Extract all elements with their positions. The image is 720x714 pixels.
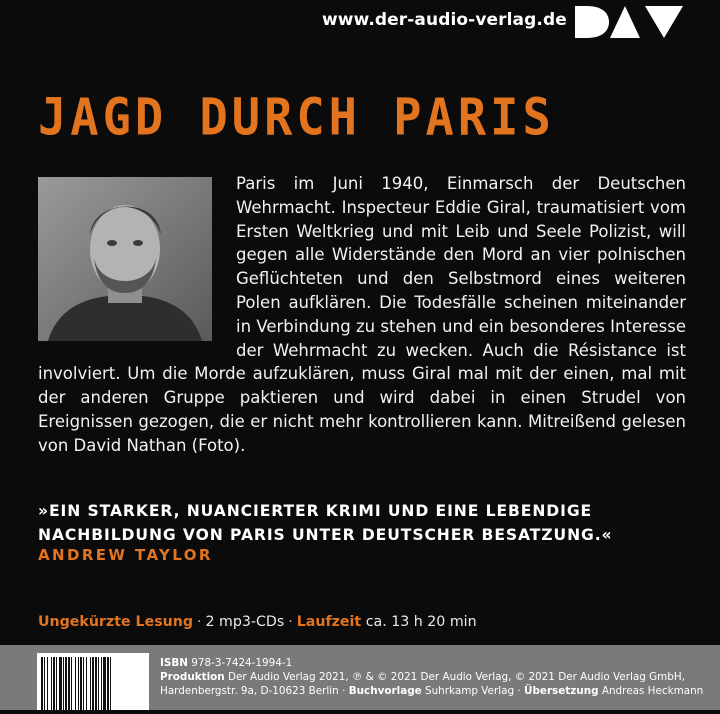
separator: ·	[288, 614, 293, 630]
separator: ·	[517, 685, 521, 697]
buchvorlage-label: Buchvorlage	[348, 685, 422, 697]
product-info	[38, 614, 477, 630]
separator: ·	[197, 614, 202, 630]
quote-author: ANDREW TAYLOR	[38, 546, 213, 564]
footer-bar	[0, 645, 720, 710]
produktion-label: Produktion	[160, 671, 225, 683]
dav-logo	[573, 4, 685, 40]
address: Hardenbergstr. 9a, D-10623 Berlin	[160, 685, 339, 697]
book-title: JAGD DURCH PARIS	[38, 88, 555, 148]
produktion-value: Der Audio Verlag 2021, ℗ & © 2021 Der Audio Verlag, © 2021 Der Audio Verlag GmbH,	[228, 671, 685, 683]
runtime-value: ca. 13 h 20 min	[365, 614, 477, 630]
buchvorlage-value: Suhrkamp Verlag	[425, 685, 515, 697]
edition-label: Ungekürzte Lesung	[38, 614, 193, 630]
uebersetzung-value: Andreas Heckmann	[601, 685, 704, 697]
runtime-label: Laufzeit	[296, 614, 362, 630]
separator: ·	[342, 685, 346, 697]
synopsis-text: Paris im Juni 1940, Einmarsch der Deutschen Wehrmacht. Inspecteur Eddie Giral, traumatisiert vom Ersten Weltkrieg und mit Leib und Seele Polizist, will gegen alle Widerstände den Mord an vier polnischen Geflüchteten und den Selbstmord eines weiteren Polen aufklären. Die Todesfälle scheinen miteinander in Verbindung zu stehen und ein besonderes Interesse der Wehrmacht zu wecken. Auch die Résistance ist involviert. Um die Morde aufzuklären, muss Giral mal mit der einen, mal mit der anderen Gruppe paktieren und wird dabei in einen Strudel von Ereignissen gezogen, die er nicht mehr kontrollieren kann. Mitreißend gelesen von David Nathan (Foto).	[38, 174, 686, 455]
review-quote: »EIN STARKER, NUANCIERTER KRIMI UND EINE LEBENDIGE NACHBILDUNG VON PARIS UNTER DEUTSCHER BESATZUNG.«	[38, 502, 613, 544]
website-url: www.der-audio-verlag.de	[322, 10, 567, 30]
format-value: 2 mp3-CDs	[205, 614, 285, 630]
uebersetzung-label: Übersetzung	[524, 685, 599, 697]
barcode-icon	[37, 653, 149, 710]
isbn-value: 978-3-7424-1994-1	[191, 657, 293, 669]
isbn-label: ISBN	[160, 657, 188, 669]
footer-credits	[160, 656, 720, 698]
